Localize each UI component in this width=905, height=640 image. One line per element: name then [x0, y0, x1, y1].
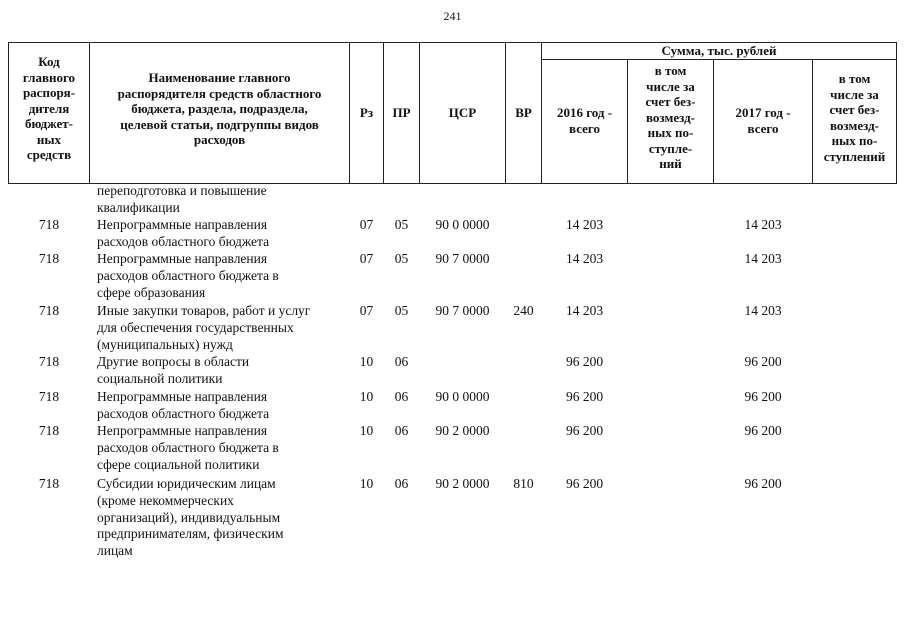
cell-code: 718	[38, 251, 60, 266]
cell-rz: 10	[359, 476, 374, 491]
cell-2016: 96 200	[565, 389, 604, 404]
header-code: Код главного распоря- дителя бюджет- ных средств	[22, 54, 76, 162]
cell-2017: 96 200	[744, 476, 782, 491]
cell-pr: 05	[394, 217, 409, 232]
cell-code: 718	[38, 389, 60, 404]
cell-csr: 90 0 0000	[435, 217, 490, 232]
header-pr: ПР	[392, 105, 411, 120]
cell-pr: 06	[394, 423, 409, 438]
cell-pr: 06	[394, 389, 409, 404]
header-2016-grants: в том числе за счет без- возмезд- ных по- ступле- ний	[645, 63, 696, 171]
header-sum-group: Сумма, тыс. рублей	[661, 43, 777, 58]
cell-rz: 07	[359, 251, 374, 266]
cell-rz: 10	[359, 423, 374, 438]
cell-code: 718	[38, 476, 60, 491]
cell-pr: 06	[394, 476, 409, 491]
cell-name: Иные закупки товаров, работ и услуг для обеспечения государственных (муниципальных) нужд	[97, 303, 311, 352]
cell-code: 718	[38, 217, 60, 232]
header-2016-total: 2016 год - всего	[556, 105, 613, 136]
cell-2017: 14 203	[744, 251, 782, 266]
cell-pr: 06	[394, 354, 409, 369]
header-rz: Рз	[359, 105, 374, 120]
cell-pr: 05	[394, 303, 409, 318]
cell-rz: 10	[359, 354, 374, 369]
cell-rz: 07	[359, 217, 374, 232]
cell-2017: 96 200	[744, 354, 782, 369]
cell-code: 718	[38, 423, 60, 438]
cell-csr: 90 7 0000	[435, 303, 490, 318]
cell-2017: 96 200	[744, 389, 782, 404]
cell-2017: 96 200	[744, 423, 782, 438]
cell-rz: 10	[359, 389, 374, 404]
cell-2016: 96 200	[565, 476, 604, 491]
page-number: 241	[443, 9, 462, 23]
cell-name: Непрограммные направления расходов областного бюджета	[97, 217, 270, 249]
cell-2016: 14 203	[565, 303, 604, 318]
header-name: Наименование главного распорядителя средств областного бюджета, раздела, подраздела, целевой статьи, подгруппы видов расходов	[117, 70, 322, 147]
header-2017-total: 2017 год - всего	[735, 105, 791, 136]
cell-2016: 96 200	[565, 423, 604, 438]
header-csr: ЦСР	[448, 105, 477, 120]
cell-rz: 07	[359, 303, 374, 318]
cell-csr: 90 7 0000	[435, 251, 490, 266]
col-divider	[896, 42, 897, 184]
cell-pr: 05	[394, 251, 409, 266]
sum-group-divider	[541, 59, 897, 60]
cell-name: Субсидии юридическим лицам (кроме некоммерческих организаций), индивидуальным предпринимателям, физическим лицам	[97, 476, 284, 559]
cell-csr: 90 2 0000	[435, 423, 490, 438]
cell-2017: 14 203	[744, 303, 782, 318]
header-vr: ВР	[515, 105, 532, 120]
cell-2017: 14 203	[744, 217, 782, 232]
cell-csr: 90 0 0000	[435, 389, 490, 404]
cell-code: 718	[38, 303, 60, 318]
cell-vr: 810	[513, 476, 534, 491]
cell-2016: 96 200	[565, 354, 604, 369]
cell-name: Непрограммные направления расходов областного бюджета в сфере образования	[97, 251, 279, 300]
cell-name: Другие вопросы в области социальной политики	[97, 354, 250, 386]
header-2017-grants: в том числе за счет без- возмезд- ных по- ступлений	[823, 71, 886, 164]
cell-name: Непрограммные направления расходов областного бюджета	[97, 389, 270, 421]
cell-name: Непрограммные направления расходов областного бюджета в сфере социальной политики	[97, 423, 279, 472]
cell-2016: 14 203	[565, 217, 604, 232]
cell-2016: 14 203	[565, 251, 604, 266]
cell-csr: 90 2 0000	[435, 476, 490, 491]
continuation-text: переподготовка и повышение квалификации	[97, 183, 267, 215]
cell-vr: 240	[513, 303, 534, 318]
cell-code: 718	[38, 354, 60, 369]
